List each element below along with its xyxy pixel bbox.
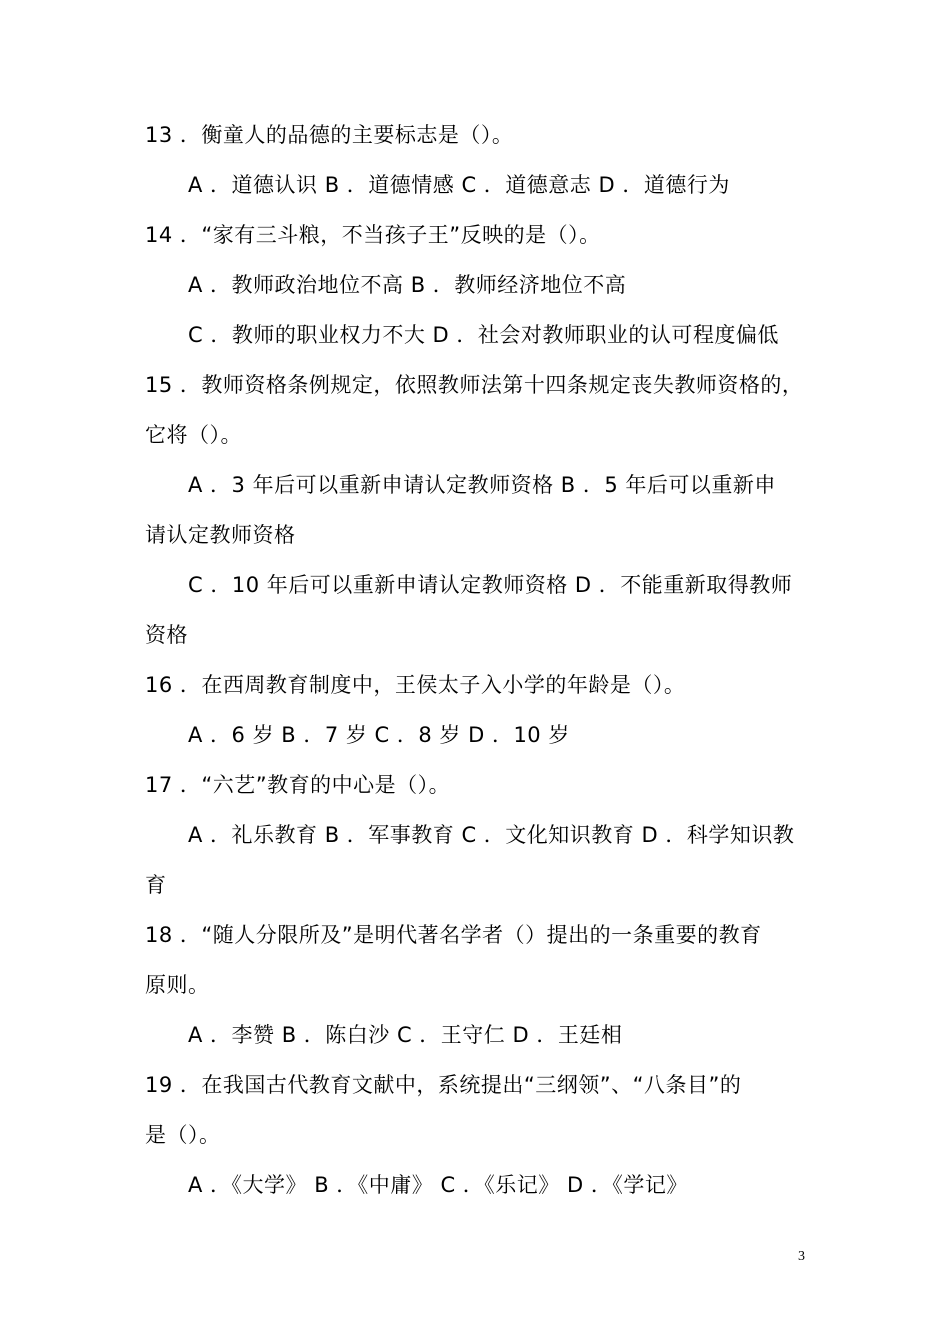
question-15-options-ab: A ．3 年后可以重新申请认定教师资格 B ．5 年后可以重新申 [188, 473, 776, 497]
question-14-options-cd: C ．教师的职业权力不大 D ．社会对教师职业的认可程度偏低 [188, 323, 779, 347]
question-15-options-ab-continued: 请认定教师资格 [145, 523, 296, 547]
question-13-options: A ．道德认识 B ．道德情感 C ．道德意志 D ．道德行为 [188, 173, 730, 197]
question-19-options: A ．《大学》 B ．《中庸》 C ．《乐记》 D ．《学记》 [188, 1173, 688, 1197]
question-15-options-cd: C ．10 年后可以重新申请认定教师资格 D ．不能重新取得教师 [188, 573, 793, 597]
question-15: 15 ．教师资格条例规定，依照教师法第十四条规定丧失教师资格的， [145, 373, 804, 397]
question-19-continued: 是（）。 [145, 1123, 221, 1147]
question-14: 14 ．“家有三斗粮，不当孩子王”反映的是（）。 [145, 223, 601, 247]
question-16: 16 ．在西周教育制度中，王侯太子入小学的年龄是（）。 [145, 673, 686, 697]
question-18-continued: 原则。 [145, 973, 210, 997]
question-15-continued: 它将（）。 [145, 423, 242, 447]
question-14-options-ab: A ．教师政治地位不高 B ．教师经济地位不高 [188, 273, 627, 297]
question-19: 19 ．在我国古代教育文献中，系统提出“三纲领”、“八条目”的 [145, 1073, 742, 1097]
page-number: 3 [798, 1249, 805, 1264]
question-18-options: A ．李赞 B ．陈白沙 C ．王守仁 D ．王廷相 [188, 1023, 623, 1047]
question-16-options: A ．6 岁 B ．7 岁 C ．8 岁 D ．10 岁 [188, 723, 570, 747]
question-18: 18 ．“随人分限所及”是明代著名学者（）提出的一条重要的教育 [145, 923, 762, 947]
question-17-options: A ．礼乐教育 B ．军事教育 C ．文化知识教育 D ．科学知识教 [188, 823, 795, 847]
question-13: 13 ．衡童人的品德的主要标志是（）。 [145, 123, 514, 147]
question-15-options-cd-continued: 资格 [145, 623, 188, 647]
question-17: 17 ．“六艺”教育的中心是（）。 [145, 773, 451, 797]
question-17-options-continued: 育 [145, 873, 167, 897]
